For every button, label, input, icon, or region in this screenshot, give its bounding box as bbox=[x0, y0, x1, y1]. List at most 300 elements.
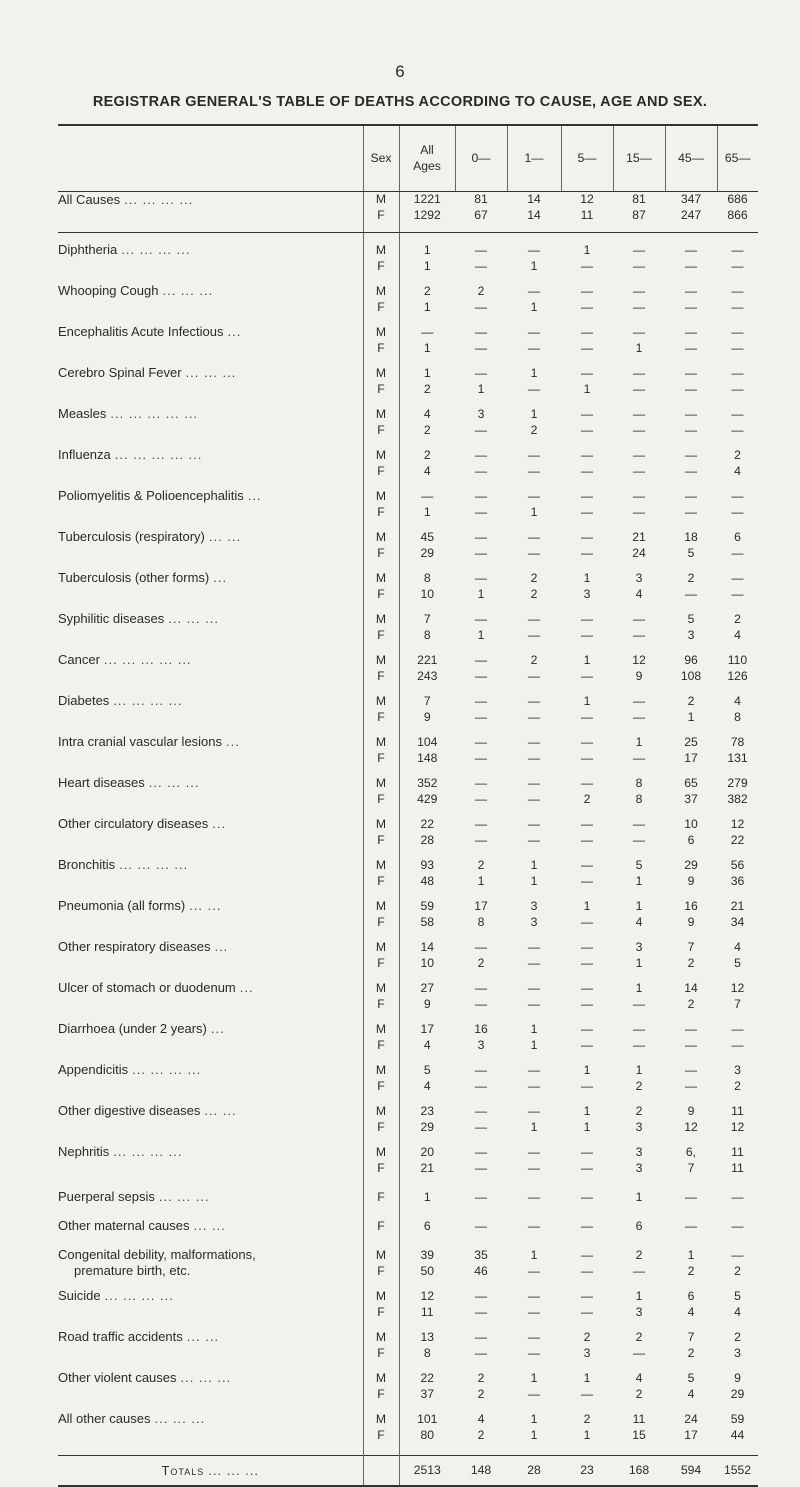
spacer-cell bbox=[58, 1361, 363, 1370]
value-cell: — bbox=[731, 570, 744, 585]
cause-cell bbox=[58, 406, 363, 422]
spacer-cell bbox=[363, 233, 399, 242]
cause-cell bbox=[58, 1218, 363, 1234]
value-cell: — bbox=[474, 832, 488, 847]
spacer-cell bbox=[399, 1402, 455, 1411]
value-cell: 1 bbox=[530, 1411, 538, 1426]
spacer-cell bbox=[717, 1012, 758, 1021]
cause-label: Diabetes bbox=[58, 693, 110, 708]
value-cell: 9 bbox=[687, 873, 695, 888]
spacer-cell bbox=[58, 807, 363, 816]
cause-cell bbox=[58, 939, 363, 955]
value-cell: — bbox=[684, 1189, 698, 1204]
table-row bbox=[58, 1037, 758, 1053]
value-cell: 15 bbox=[632, 1427, 646, 1442]
value-cell: 1 bbox=[583, 381, 591, 396]
value-cell: 4 bbox=[399, 1078, 455, 1094]
sex-cell: M bbox=[363, 529, 399, 545]
spacer-cell bbox=[58, 315, 363, 324]
cause-label: Pneumonia (all forms) bbox=[58, 898, 186, 913]
value-cell: — bbox=[580, 545, 594, 560]
sex-cell: F bbox=[363, 1078, 399, 1094]
spacer-cell bbox=[717, 356, 758, 365]
leader-dots: ... ... ... bbox=[168, 611, 219, 626]
leader-dots: ... ... bbox=[204, 1103, 237, 1118]
sex-cell: M bbox=[363, 191, 399, 207]
value-cell: — bbox=[580, 996, 594, 1011]
spacer-cell bbox=[399, 1279, 455, 1288]
value-cell: 58 bbox=[399, 914, 455, 930]
value-cell: 10 bbox=[684, 816, 698, 831]
value-cell: — bbox=[632, 488, 646, 503]
value-cell: — bbox=[632, 709, 646, 724]
deaths-table bbox=[58, 124, 758, 1487]
value-cell: 1 bbox=[583, 1370, 591, 1385]
value-cell: 10 bbox=[399, 586, 455, 602]
sex-cell: M bbox=[363, 242, 399, 258]
cause-cell bbox=[58, 447, 363, 463]
value-cell: — bbox=[580, 914, 594, 929]
table-row bbox=[58, 668, 758, 684]
value-cell: — bbox=[731, 1037, 744, 1052]
spacer-cell bbox=[399, 766, 455, 775]
spacer-cell bbox=[363, 1320, 399, 1329]
sex-cell: F bbox=[363, 750, 399, 766]
spacer-cell bbox=[363, 315, 399, 324]
value-cell: — bbox=[527, 529, 541, 544]
value-cell: — bbox=[527, 283, 541, 298]
value-cell: — bbox=[684, 242, 698, 257]
spacer-cell bbox=[455, 643, 507, 652]
spacer-cell bbox=[363, 1205, 399, 1218]
value-cell: 8 bbox=[477, 914, 485, 929]
value-cell: — bbox=[527, 488, 541, 503]
table-row bbox=[58, 365, 758, 381]
spacer-cell bbox=[717, 561, 758, 570]
spacer-cell bbox=[455, 1053, 507, 1062]
value-cell: 2 bbox=[583, 1329, 591, 1344]
sex-cell: F bbox=[363, 709, 399, 725]
value-cell: 2 bbox=[635, 1247, 643, 1262]
spacer-cell bbox=[561, 930, 613, 939]
value-cell: — bbox=[731, 324, 744, 339]
value-cell: 2 bbox=[477, 955, 485, 970]
spacer-cell bbox=[717, 1279, 758, 1288]
cause-cell bbox=[58, 996, 363, 1012]
value-cell: 1 bbox=[635, 898, 643, 913]
value-cell: 8 bbox=[399, 570, 455, 586]
value-cell: 686 bbox=[727, 192, 748, 207]
value-cell: 7 bbox=[687, 1160, 695, 1175]
value-cell: — bbox=[474, 1189, 488, 1204]
sex-cell: F bbox=[363, 299, 399, 315]
value-cell: — bbox=[474, 1062, 488, 1077]
value-cell: 93 bbox=[399, 857, 455, 873]
value-cell: — bbox=[580, 955, 594, 970]
value-cell: 13 bbox=[399, 1329, 455, 1345]
row-spacer bbox=[58, 274, 758, 283]
spacer-cell bbox=[613, 479, 665, 488]
value-cell: 1 bbox=[583, 693, 591, 708]
value-cell: 1 bbox=[477, 627, 485, 642]
spacer-cell bbox=[399, 807, 455, 816]
leader-dots: ... ... ... ... bbox=[113, 693, 183, 708]
sex-cell: M bbox=[363, 734, 399, 750]
value-cell: 1 bbox=[583, 898, 591, 913]
value-cell: 243 bbox=[399, 668, 455, 684]
spacer-cell bbox=[455, 1320, 507, 1329]
value-cell: 1 bbox=[635, 734, 643, 749]
spacer-cell bbox=[507, 766, 561, 775]
page-title: REGISTRAR GENERAL'S TABLE OF DEATHS ACCORDING TO CAUSE, AGE AND SEX. bbox=[92, 94, 708, 110]
value-cell: 12 bbox=[632, 652, 646, 667]
cause-cell bbox=[58, 1329, 363, 1345]
value-cell: 4 bbox=[635, 1370, 643, 1385]
table-row bbox=[58, 340, 758, 356]
value-cell: — bbox=[527, 1078, 541, 1093]
value-cell: 17 bbox=[474, 898, 488, 913]
spacer-cell bbox=[717, 602, 758, 611]
value-cell: — bbox=[527, 668, 541, 683]
sex-cell: F bbox=[363, 1386, 399, 1402]
cause-cell bbox=[58, 734, 363, 750]
spacer-cell bbox=[717, 1402, 758, 1411]
value-cell: — bbox=[632, 832, 646, 847]
cause-label: Bronchitis bbox=[58, 857, 116, 872]
value-cell: 2 bbox=[530, 586, 538, 601]
value-cell: 1 bbox=[477, 586, 485, 601]
spacer-cell bbox=[363, 1012, 399, 1021]
value-cell: 1 bbox=[687, 1247, 695, 1262]
spacer-cell bbox=[613, 889, 665, 898]
spacer-cell bbox=[613, 766, 665, 775]
value-cell: — bbox=[474, 340, 488, 355]
value-cell: — bbox=[474, 365, 488, 380]
value-cell: 1 bbox=[399, 1189, 455, 1205]
sex-cell: F bbox=[363, 586, 399, 602]
total-value-cell: 148 bbox=[455, 1456, 507, 1486]
sex-cell: F bbox=[363, 1427, 399, 1443]
cause-cell bbox=[58, 1078, 363, 1094]
spacer-cell bbox=[507, 520, 561, 529]
spacer-cell bbox=[507, 1135, 561, 1144]
cause-cell bbox=[58, 1427, 363, 1443]
value-cell: — bbox=[527, 381, 541, 396]
total-value-cell: 23 bbox=[561, 1456, 613, 1486]
value-cell: — bbox=[474, 1119, 488, 1134]
cause-label-cont: premature birth, etc. bbox=[74, 1263, 191, 1278]
value-cell: — bbox=[632, 365, 646, 380]
spacer-cell bbox=[717, 1205, 758, 1218]
value-cell: — bbox=[474, 447, 488, 462]
cause-label: Congenital debility, malformations, bbox=[58, 1247, 256, 1262]
cause-label: Other violent causes bbox=[58, 1370, 177, 1385]
table-row bbox=[58, 1144, 758, 1160]
table-row bbox=[58, 693, 758, 709]
value-cell: — bbox=[580, 1021, 594, 1036]
table-row bbox=[58, 1386, 758, 1402]
value-cell: 110 bbox=[727, 652, 748, 667]
spacer-cell bbox=[561, 1443, 613, 1456]
value-cell: 5 bbox=[734, 955, 741, 970]
value-cell: 4 bbox=[477, 1411, 485, 1426]
row-spacer bbox=[58, 1135, 758, 1144]
value-cell: 9 bbox=[635, 668, 643, 683]
spacer-cell bbox=[561, 233, 613, 242]
spacer-cell bbox=[507, 233, 561, 242]
spacer-cell bbox=[399, 725, 455, 734]
spacer-cell bbox=[58, 1443, 363, 1456]
value-cell: 9 bbox=[687, 914, 695, 929]
spacer-cell bbox=[455, 725, 507, 734]
spacer-cell bbox=[363, 602, 399, 611]
value-cell: — bbox=[474, 422, 488, 437]
spacer-cell bbox=[58, 971, 363, 980]
spacer-cell bbox=[561, 643, 613, 652]
row-spacer bbox=[58, 684, 758, 693]
row-spacer bbox=[58, 315, 758, 324]
spacer-cell bbox=[507, 1176, 561, 1189]
spacer-cell bbox=[613, 1012, 665, 1021]
spacer-cell bbox=[399, 1135, 455, 1144]
value-cell: 9 bbox=[734, 1370, 741, 1385]
table-row bbox=[58, 488, 758, 504]
sex-cell: F bbox=[363, 914, 399, 930]
sex-cell: F bbox=[363, 1189, 399, 1205]
spacer-cell bbox=[363, 520, 399, 529]
value-cell: 14 bbox=[527, 192, 541, 207]
spacer-cell bbox=[455, 971, 507, 980]
value-cell: — bbox=[527, 1288, 541, 1303]
spacer-cell bbox=[58, 561, 363, 570]
value-cell: 2 bbox=[477, 1386, 485, 1401]
spacer-cell bbox=[507, 725, 561, 734]
value-cell: 17 bbox=[684, 1427, 698, 1442]
value-cell: 1 bbox=[583, 242, 591, 257]
cause-cell bbox=[58, 668, 363, 684]
spacer-cell bbox=[613, 520, 665, 529]
value-cell: 1292 bbox=[399, 207, 455, 223]
value-cell: 5 bbox=[399, 1062, 455, 1078]
table-row bbox=[58, 299, 758, 315]
spacer-cell bbox=[507, 1279, 561, 1288]
cause-cell bbox=[58, 775, 363, 791]
value-cell: 1 bbox=[635, 873, 643, 888]
leader-dots: ... ... bbox=[193, 1218, 226, 1233]
spacer-cell bbox=[455, 1094, 507, 1103]
value-cell: 126 bbox=[727, 668, 748, 683]
value-cell: — bbox=[527, 1345, 541, 1360]
spacer-cell bbox=[363, 807, 399, 816]
spacer-cell bbox=[399, 684, 455, 693]
spacer-cell bbox=[561, 1205, 613, 1218]
spacer-cell bbox=[363, 930, 399, 939]
value-cell: 20 bbox=[399, 1144, 455, 1160]
spacer-cell bbox=[717, 1361, 758, 1370]
value-cell: — bbox=[580, 1218, 594, 1233]
value-cell: 8 bbox=[635, 791, 643, 806]
cause-cell bbox=[58, 545, 363, 561]
spacer-cell bbox=[455, 766, 507, 775]
spacer-cell bbox=[507, 438, 561, 447]
value-cell: 2 bbox=[530, 652, 538, 667]
sex-cell: M bbox=[363, 775, 399, 791]
table-row bbox=[58, 611, 758, 627]
table-row bbox=[58, 1263, 758, 1279]
spacer-cell bbox=[665, 1402, 717, 1411]
cause-label: Intra cranial vascular lesions bbox=[58, 734, 223, 749]
spacer-cell bbox=[363, 1234, 399, 1247]
spacer-cell bbox=[613, 1135, 665, 1144]
spacer-cell bbox=[665, 1443, 717, 1456]
leader-dots: ... ... ... ... bbox=[119, 857, 189, 872]
value-cell: — bbox=[474, 668, 488, 683]
value-cell: 2 bbox=[734, 1329, 741, 1344]
value-cell: — bbox=[527, 775, 541, 790]
spacer-cell bbox=[717, 643, 758, 652]
row-spacer bbox=[58, 725, 758, 734]
sex-cell: F bbox=[363, 545, 399, 561]
value-cell: 9 bbox=[687, 1103, 695, 1118]
cause-cell bbox=[58, 207, 363, 223]
value-cell: 131 bbox=[727, 750, 748, 765]
value-cell: 96 bbox=[684, 652, 698, 667]
cause-cell bbox=[58, 955, 363, 971]
cause-cell bbox=[58, 1037, 363, 1053]
value-cell: — bbox=[731, 422, 744, 437]
value-cell: 11 bbox=[399, 1304, 455, 1320]
cause-cell bbox=[58, 1189, 363, 1205]
spacer-cell bbox=[561, 971, 613, 980]
value-cell: 1 bbox=[530, 504, 538, 519]
value-cell: — bbox=[632, 463, 646, 478]
value-cell: 28 bbox=[399, 832, 455, 848]
value-cell: 1 bbox=[399, 258, 455, 274]
cause-cell bbox=[58, 242, 363, 258]
value-cell: 4 bbox=[399, 406, 455, 422]
sex-cell: F bbox=[363, 207, 399, 223]
value-cell: — bbox=[527, 447, 541, 462]
value-cell: — bbox=[580, 873, 594, 888]
spacer-cell bbox=[561, 807, 613, 816]
leader-dots: ... bbox=[214, 939, 229, 954]
header-row bbox=[58, 125, 758, 191]
cause-cell bbox=[58, 570, 363, 586]
leader-dots: ... bbox=[226, 734, 240, 749]
cause-label: Poliomyelitis & Polioencephalitis bbox=[58, 488, 244, 503]
value-cell: — bbox=[527, 1263, 541, 1278]
leader-dots: ... ... ... ... bbox=[104, 1288, 174, 1303]
spacer-cell bbox=[613, 684, 665, 693]
leader-dots: ... ... ... bbox=[154, 1411, 206, 1426]
cause-cell bbox=[58, 1021, 363, 1037]
value-cell: — bbox=[684, 447, 698, 462]
spacer-cell bbox=[665, 807, 717, 816]
value-cell: 21 bbox=[399, 1160, 455, 1176]
sex-cell: M bbox=[363, 488, 399, 504]
spacer-cell bbox=[507, 684, 561, 693]
value-cell: 44 bbox=[730, 1427, 745, 1442]
sex-cell: F bbox=[363, 504, 399, 520]
value-cell: — bbox=[527, 939, 541, 954]
cause-cell bbox=[58, 324, 363, 340]
value-cell: 1 bbox=[477, 381, 485, 396]
cause-cell bbox=[58, 709, 363, 725]
sex-cell: F bbox=[363, 422, 399, 438]
spacer-cell bbox=[455, 807, 507, 816]
value-cell: 1 bbox=[635, 980, 643, 995]
spacer-cell bbox=[58, 274, 363, 283]
spacer-cell bbox=[399, 520, 455, 529]
header-cause bbox=[58, 125, 363, 191]
value-cell: — bbox=[474, 709, 488, 724]
spacer-cell bbox=[455, 561, 507, 570]
value-cell: 22 bbox=[730, 832, 745, 847]
spacer-cell bbox=[613, 1402, 665, 1411]
spacer-cell bbox=[613, 1320, 665, 1329]
cause-label: Ulcer of stomach or duodenum bbox=[58, 980, 236, 995]
sex-cell: F bbox=[363, 873, 399, 889]
spacer-cell bbox=[399, 356, 455, 365]
value-cell: — bbox=[580, 406, 594, 421]
value-cell: — bbox=[474, 1218, 488, 1233]
spacer-cell bbox=[58, 233, 363, 242]
header-all-ages-line1: All bbox=[420, 143, 434, 158]
value-cell: — bbox=[684, 365, 698, 380]
value-cell: 4 bbox=[687, 1386, 695, 1401]
spacer-cell bbox=[507, 807, 561, 816]
cause-label: Influenza bbox=[58, 447, 111, 462]
value-cell: 2 bbox=[477, 283, 485, 298]
value-cell: 1 bbox=[530, 1119, 538, 1134]
spacer-cell bbox=[363, 889, 399, 898]
value-cell: — bbox=[731, 1218, 744, 1233]
table-row bbox=[58, 422, 758, 438]
spacer-cell bbox=[58, 397, 363, 406]
spacer-cell bbox=[613, 315, 665, 324]
sex-cell: F bbox=[363, 1218, 399, 1234]
value-cell: — bbox=[527, 1386, 541, 1401]
value-cell: — bbox=[580, 1263, 594, 1278]
total-value-cell: 168 bbox=[613, 1456, 665, 1486]
cause-label: Whooping Cough bbox=[58, 283, 159, 298]
cause-cell bbox=[58, 1103, 363, 1119]
value-cell: 2 bbox=[635, 1386, 643, 1401]
leader-dots: ... ... ... ... bbox=[132, 1062, 202, 1077]
value-cell: 2 bbox=[734, 447, 741, 462]
value-cell: 3 bbox=[635, 1160, 643, 1175]
spacer-cell bbox=[665, 889, 717, 898]
cause-label: Cerebro Spinal Fever bbox=[58, 365, 182, 380]
spacer-cell bbox=[613, 397, 665, 406]
value-cell: — bbox=[580, 365, 594, 380]
header-age-5: 5— bbox=[561, 125, 613, 191]
value-cell: 22 bbox=[399, 816, 455, 832]
sex-cell bbox=[363, 1456, 399, 1486]
value-cell: — bbox=[527, 832, 541, 847]
spacer-cell bbox=[613, 223, 665, 233]
sex-cell: M bbox=[363, 365, 399, 381]
value-cell: 2 bbox=[530, 422, 538, 437]
spacer-cell bbox=[399, 315, 455, 324]
value-cell: — bbox=[580, 283, 594, 298]
spacer-cell bbox=[717, 971, 758, 980]
value-cell: 11 bbox=[731, 1160, 744, 1175]
leader-dots: ... bbox=[227, 324, 242, 339]
spacer-cell bbox=[665, 725, 717, 734]
spacer-cell bbox=[613, 848, 665, 857]
spacer-cell bbox=[363, 684, 399, 693]
